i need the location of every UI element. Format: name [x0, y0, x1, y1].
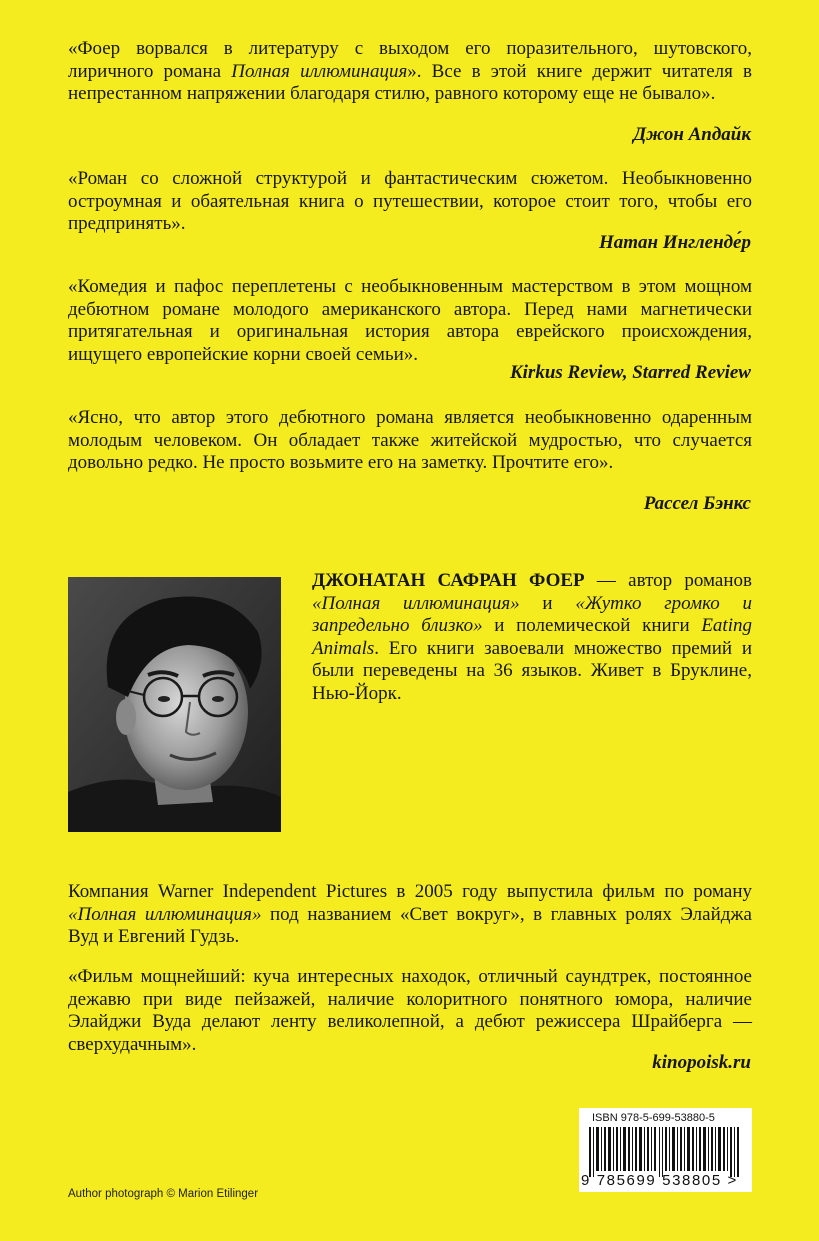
review-author-1: Джон Апдайк: [633, 124, 751, 145]
review-quote-2: «Роман со сложной структурой и фантастическим сюжетом. Необыкновенно остроумная и обаятельная книга о путешествии, которое стоит того, чтобы его предпринять».: [68, 168, 752, 235]
book-title: «Полная иллюминация»: [68, 903, 262, 925]
film-review-source: kinopoisk.ru: [652, 1052, 751, 1073]
author-photo: [68, 577, 281, 832]
author-bio: ДЖОНАТАН САФРАН ФОЕР — автор романов «Полная иллюминация» и «Жутко громко и запредельно близко» и полемической книги Eating Animals. Его книги завоевали множество премий и были переведены на 36 языков. Живет в Бруклине, Нью-Йорк.: [312, 570, 753, 704]
author-name: ДЖОНАТАН САФРАН ФОЕР: [312, 570, 585, 591]
isbn-number: ISBN 978-5-699-53880-5: [592, 1112, 715, 1124]
barcode-digits: 9 785699 538805 >: [581, 1172, 738, 1189]
book-title: Полная иллюминация: [231, 60, 408, 82]
review-author-3: Kirkus Review, Starred Review: [509, 362, 751, 383]
film-info: Компания Warner Independent Pictures в 2005 году выпустила фильм по роману «Полная иллюминация» под названием «Свет вокруг», в главных ролях Элайджа Вуд и Евгений Гудзь.: [68, 881, 752, 948]
book-title: Eating Animals: [312, 615, 752, 659]
author-portrait-image: [68, 577, 281, 832]
review-quote-1: «Фоер ворвался в литературу с выходом его поразительного, шутовского, лиричного романа Полная иллюминация». Все в этой книге держит читателя в непрестанном напряжении благодаря стилю, равного которому еще не бывало».: [68, 38, 752, 105]
film-review-quote: «Фильм мощнейший: куча интересных находок, отличный саундтрек, постоянное дежавю при виде пейзажей, наличие колоритного понятного юмора, наличие Элайджи Вуда делают ленту великолепной, а дебют режиссера Шрайберга — сверхудачным».: [68, 966, 752, 1055]
book-title: «Полная иллюминация»: [312, 592, 520, 614]
photo-credit: Author photograph © Marion Etilinger: [68, 1188, 259, 1200]
review-author-4: Рассел Бэнкс: [643, 493, 751, 514]
review-quote-3: «Комедия и пафос переплетены с необыкновенным мастерством в этом мощном дебютном романе молодого американского автора. Перед нами магнетически притягательная и оригинальная история автора еврейского происхождения, ищущего европейские корни своей семьи».: [68, 276, 752, 365]
review-quote-4: «Ясно, что автор этого дебютного романа является необыкновенно одаренным молодым человеком. Он обладает также житейской мудростью, что случается довольно редко. Не просто возьмите его на заметку. Прочтите его».: [68, 407, 752, 474]
review-author-2: Натан Ингленде́р: [598, 232, 751, 253]
barcode-bars: [589, 1127, 739, 1177]
isbn-barcode: [579, 1108, 752, 1192]
book-title: «Жутко громко и запредельно близко»: [312, 592, 753, 637]
